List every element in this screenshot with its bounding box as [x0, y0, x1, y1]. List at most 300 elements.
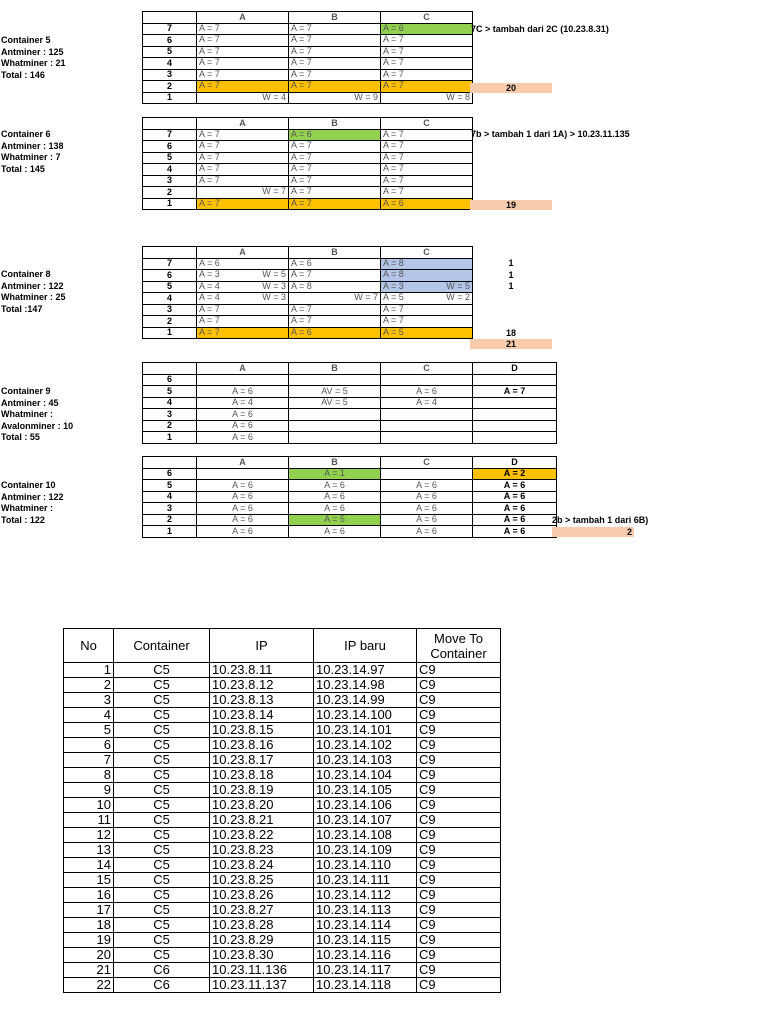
- row-ip-baru: 10.23.14.104: [314, 768, 417, 783]
- grid-row: [143, 503, 557, 515]
- grid-cell: [197, 23, 289, 35]
- grid-cell: A = 6: [197, 480, 289, 492]
- row-no: 7: [64, 753, 114, 768]
- antminer-count: A = 7: [383, 69, 404, 79]
- row-container: C5: [114, 828, 210, 843]
- antminer-count: A = 7: [383, 140, 404, 150]
- antminer-count: A = 5: [383, 327, 404, 337]
- grid-cell: A = 6: [381, 526, 473, 538]
- info-line: Antminer : 45: [1, 397, 59, 408]
- grid-cell: [289, 187, 381, 199]
- column-header: D: [473, 457, 557, 469]
- row-ip: 10.23.11.136: [210, 963, 314, 978]
- info-line: Antminer : 138: [1, 140, 64, 151]
- row-number: 6: [143, 270, 197, 282]
- container-10-note: 2b > tambah 1 dari 6B): [552, 515, 649, 525]
- row-ip-baru: 10.23.14.105: [314, 783, 417, 798]
- row-no: 4: [64, 708, 114, 723]
- antminer-count: A = 5: [383, 292, 404, 302]
- grid-row: [143, 514, 557, 526]
- antminer-count: A = 6: [383, 198, 404, 208]
- row-number: 6: [143, 35, 197, 47]
- antminer-count: A = 7: [199, 46, 220, 56]
- info-line: Whatminer :: [1, 409, 54, 419]
- row-move-to: C9: [417, 828, 501, 843]
- row-number: 1: [143, 432, 197, 444]
- row-move-to: C9: [417, 753, 501, 768]
- grid-cell: [381, 420, 473, 432]
- row-number: 7: [143, 129, 197, 141]
- antminer-count: A = 7: [291, 315, 312, 325]
- info-line: Whatminer :: [1, 503, 54, 513]
- header-ip: IP: [210, 629, 314, 663]
- grid-cell: [289, 46, 381, 58]
- row-container: C5: [114, 858, 210, 873]
- info-line: Whatminer : 21: [1, 58, 66, 68]
- grid-row: [143, 175, 473, 187]
- row-no: 11: [64, 813, 114, 828]
- antminer-count: A = 7: [199, 198, 220, 208]
- antminer-count: A = 7: [291, 269, 312, 279]
- antminer-count: A = 7: [291, 80, 312, 90]
- row-move-to: C9: [417, 948, 501, 963]
- row-move-to: C9: [417, 813, 501, 828]
- grid-cell: [197, 81, 289, 93]
- row-no: 18: [64, 918, 114, 933]
- grid-row: [143, 23, 473, 35]
- grid-cell: [381, 175, 473, 187]
- grid-cell: A = 6: [473, 491, 557, 503]
- grid-row: [143, 526, 557, 538]
- row-container: C5: [114, 903, 210, 918]
- antminer-count: A = 7: [383, 34, 404, 44]
- row-ip: 10.23.8.11: [210, 663, 314, 678]
- antminer-count: A = 7: [291, 140, 312, 150]
- row-number: 5: [143, 46, 197, 58]
- antminer-count: A = 7: [291, 186, 312, 196]
- row-no: 20: [64, 948, 114, 963]
- container-9-info: [1, 386, 73, 444]
- grid-cell: [381, 129, 473, 141]
- grid-row: [143, 420, 557, 432]
- antminer-count: A = 7: [383, 46, 404, 56]
- row-ip: 10.23.8.15: [210, 723, 314, 738]
- column-header: A: [197, 363, 289, 375]
- container-5-note: 7C > tambah dari 2C (10.23.8.31): [471, 24, 609, 34]
- grid-cell: [381, 152, 473, 164]
- row-move-to: C9: [417, 783, 501, 798]
- grid-cell: [197, 198, 289, 210]
- grid-cell: A = 7: [473, 386, 557, 398]
- info-line: Total : 55: [1, 432, 40, 442]
- grid-cell: [197, 175, 289, 187]
- row-ip-baru: 10.23.14.98: [314, 678, 417, 693]
- grid-cell: [381, 281, 473, 293]
- row-container: C5: [114, 783, 210, 798]
- grid-cell: [289, 69, 381, 81]
- row-number: 1: [143, 198, 197, 210]
- grid-cell: A = 6: [381, 514, 473, 526]
- grid-cell: [197, 468, 289, 480]
- grid-cell: [381, 92, 473, 104]
- grid-cell: [381, 374, 473, 386]
- antminer-count: A = 7: [199, 69, 220, 79]
- grid-cell: [289, 258, 381, 270]
- row-ip: 10.23.8.16: [210, 738, 314, 753]
- row-container: C5: [114, 888, 210, 903]
- row-ip-baru: 10.23.14.97: [314, 663, 417, 678]
- info-line: Antminer : 122: [1, 491, 64, 502]
- table-row: [64, 783, 501, 798]
- grid-row: [143, 129, 473, 141]
- row-container: C5: [114, 753, 210, 768]
- row-no: 21: [64, 963, 114, 978]
- grid-cell: [381, 58, 473, 70]
- grid-cell: A = 6: [381, 503, 473, 515]
- antminer-count: A = 7: [199, 140, 220, 150]
- row-number: 1: [143, 327, 197, 339]
- grid-row: [143, 81, 473, 93]
- row-ip: 10.23.8.17: [210, 753, 314, 768]
- grid-cell: A = 6: [289, 491, 381, 503]
- grid-cell: [381, 198, 473, 210]
- antminer-count: A = 3: [383, 281, 404, 291]
- antminer-count: A = 7: [199, 57, 220, 67]
- row-ip: 10.23.8.22: [210, 828, 314, 843]
- row-number: 1: [143, 526, 197, 538]
- grid-row: [143, 281, 473, 293]
- row-ip-baru: 10.23.14.101: [314, 723, 417, 738]
- container-6-info: [1, 129, 64, 175]
- grid-header-row: [143, 118, 473, 130]
- grid-cell: [289, 327, 381, 339]
- grid-row: [143, 327, 473, 339]
- grid-cell: [473, 374, 557, 386]
- row-ip: 10.23.8.20: [210, 798, 314, 813]
- grid-cell: A = 6: [197, 514, 289, 526]
- row-move-to: C9: [417, 903, 501, 918]
- table-row: [64, 888, 501, 903]
- column-header: C: [381, 363, 473, 375]
- row-move-to: C9: [417, 768, 501, 783]
- row-ip: 10.23.8.27: [210, 903, 314, 918]
- antminer-count: A = 7: [199, 152, 220, 162]
- row-no: 10: [64, 798, 114, 813]
- row-no: 13: [64, 843, 114, 858]
- grid-cell: A = 6: [381, 491, 473, 503]
- grid-cell: [289, 35, 381, 47]
- table-row: [64, 918, 501, 933]
- grid-cell: [381, 23, 473, 35]
- grid-cell: [381, 258, 473, 270]
- grid-cell: [197, 374, 289, 386]
- column-header: C: [381, 12, 473, 24]
- row-number: 5: [143, 480, 197, 492]
- table-row: [64, 723, 501, 738]
- grid-row: [143, 92, 473, 104]
- grid-cell: [289, 409, 381, 421]
- row-container: C5: [114, 933, 210, 948]
- grid-cell: [197, 327, 289, 339]
- grid-cell: A = 2: [473, 468, 557, 480]
- antminer-count: A = 7: [383, 186, 404, 196]
- header-no: No: [64, 629, 114, 663]
- row-ip: 10.23.8.26: [210, 888, 314, 903]
- row-no: 14: [64, 858, 114, 873]
- grid-cell: [289, 281, 381, 293]
- grid-row: [143, 198, 473, 210]
- row-container: C5: [114, 948, 210, 963]
- row-number-header: [143, 247, 197, 259]
- grid-cell: A = 5: [289, 514, 381, 526]
- grid-row: [143, 304, 473, 316]
- grid-cell: [197, 270, 289, 282]
- grid-cell: [289, 129, 381, 141]
- row-number-header: [143, 457, 197, 469]
- row-number: 6: [143, 374, 197, 386]
- row-number: 4: [143, 397, 197, 409]
- info-line: Whatminer : 7: [1, 152, 61, 162]
- container-8-side-number: 1: [508, 281, 514, 291]
- row-move-to: C9: [417, 963, 501, 978]
- grid-cell: A = 6: [473, 503, 557, 515]
- grid-cell: [289, 374, 381, 386]
- antminer-count: A = 6: [291, 129, 312, 139]
- grid-cell: [381, 69, 473, 81]
- container-10-total-value: 2: [626, 527, 632, 537]
- row-number: 4: [143, 58, 197, 70]
- info-line: Container 6: [1, 129, 51, 139]
- grid-cell: A = 6: [473, 480, 557, 492]
- row-number: 3: [143, 503, 197, 515]
- grid-cell: [289, 92, 381, 104]
- grid-row: [143, 293, 473, 305]
- row-ip-baru: 10.23.14.108: [314, 828, 417, 843]
- antminer-count: A = 7: [291, 57, 312, 67]
- row-ip: 10.23.8.29: [210, 933, 314, 948]
- antminer-count: A = 6: [291, 327, 312, 337]
- row-number: 7: [143, 258, 197, 270]
- whatminer-count: W = 3: [262, 281, 286, 291]
- grid-row: [143, 480, 557, 492]
- container-6-total: 19: [470, 200, 552, 210]
- row-move-to: C9: [417, 873, 501, 888]
- row-ip: 10.23.8.12: [210, 678, 314, 693]
- antminer-count: A = 7: [199, 327, 220, 337]
- grid-cell: [197, 92, 289, 104]
- grid-cell: [289, 152, 381, 164]
- antminer-count: A = 6: [199, 258, 220, 268]
- info-line: Total : 122: [1, 514, 45, 525]
- grid-cell: [197, 152, 289, 164]
- row-ip-baru: 10.23.14.111: [314, 873, 417, 888]
- row-container: C5: [114, 723, 210, 738]
- column-header: B: [289, 12, 381, 24]
- row-number: 5: [143, 281, 197, 293]
- row-ip-baru: 10.23.14.109: [314, 843, 417, 858]
- grid-row: [143, 46, 473, 58]
- column-header: A: [197, 12, 289, 24]
- grid-cell: A = 6: [197, 432, 289, 444]
- table-row: [64, 663, 501, 678]
- whatminer-count: W = 4: [262, 92, 286, 102]
- antminer-count: A = 7: [383, 129, 404, 139]
- row-number: 6: [143, 468, 197, 480]
- table-row: [64, 933, 501, 948]
- row-number: 2: [143, 316, 197, 328]
- row-container: C5: [114, 693, 210, 708]
- table-row: [64, 753, 501, 768]
- grid-cell: [381, 35, 473, 47]
- grid-row: [143, 468, 557, 480]
- row-move-to: C9: [417, 978, 501, 993]
- grid-row: [143, 258, 473, 270]
- grid-cell: [197, 129, 289, 141]
- antminer-count: A = 6: [291, 258, 312, 268]
- row-number-header: [143, 363, 197, 375]
- column-header: A: [197, 247, 289, 259]
- row-ip-baru: 10.23.14.112: [314, 888, 417, 903]
- grid-cell: [381, 304, 473, 316]
- grid-header-row: [143, 12, 473, 24]
- row-move-to: C9: [417, 933, 501, 948]
- grid-cell: [473, 420, 557, 432]
- info-line: Antminer : 122: [1, 280, 64, 291]
- grid-cell: A = 6: [289, 480, 381, 492]
- row-ip: 10.23.8.19: [210, 783, 314, 798]
- whatminer-count: W = 2: [446, 292, 470, 302]
- grid-cell: A = 6: [289, 503, 381, 515]
- grid-cell: [197, 164, 289, 176]
- antminer-count: A = 8: [383, 258, 404, 268]
- antminer-count: A = 7: [199, 163, 220, 173]
- antminer-count: A = 7: [291, 23, 312, 33]
- grid-cell: A = 6: [289, 526, 381, 538]
- info-line: Container 5: [1, 35, 51, 45]
- grid-header-row: [143, 247, 473, 259]
- info-line: Whatminer : 25: [1, 292, 66, 302]
- header-container: Container: [114, 629, 210, 663]
- grid-row: [143, 69, 473, 81]
- row-move-to: C9: [417, 723, 501, 738]
- row-ip: 10.23.8.21: [210, 813, 314, 828]
- ip-table-header-row: [64, 629, 501, 663]
- grid-cell: [289, 432, 381, 444]
- row-number-header: [143, 118, 197, 130]
- antminer-count: A = 7: [383, 57, 404, 67]
- antminer-count: A = 8: [383, 269, 404, 279]
- row-number: 3: [143, 69, 197, 81]
- row-ip-baru: 10.23.14.118: [314, 978, 417, 993]
- row-no: 1: [64, 663, 114, 678]
- row-move-to: C9: [417, 738, 501, 753]
- antminer-count: A = 7: [383, 152, 404, 162]
- row-move-to: C9: [417, 678, 501, 693]
- row-ip: 10.23.11.137: [210, 978, 314, 993]
- row-number: 3: [143, 175, 197, 187]
- row-ip: 10.23.8.23: [210, 843, 314, 858]
- grid-cell: AV = 5: [289, 386, 381, 398]
- grid-cell: [381, 293, 473, 305]
- ip-migration-table: [63, 628, 501, 993]
- grid-cell: [381, 409, 473, 421]
- row-ip: 10.23.8.30: [210, 948, 314, 963]
- grid-cell: [381, 270, 473, 282]
- table-row: [64, 858, 501, 873]
- antminer-count: A = 7: [291, 175, 312, 185]
- container-10-info: [1, 480, 64, 526]
- container-10-total: [552, 527, 634, 537]
- grid-row: [143, 35, 473, 47]
- container-9-grid: [142, 362, 557, 444]
- row-number: 4: [143, 491, 197, 503]
- antminer-count: A = 7: [291, 69, 312, 79]
- antminer-count: A = 7: [199, 175, 220, 185]
- table-row: [64, 843, 501, 858]
- row-number-header: [143, 12, 197, 24]
- antminer-count: A = 7: [383, 304, 404, 314]
- grid-cell: [289, 175, 381, 187]
- antminer-count: A = 7: [383, 163, 404, 173]
- antminer-count: A = 8: [291, 281, 312, 291]
- grid-cell: [197, 316, 289, 328]
- container-8-side-number: 1: [508, 258, 514, 268]
- container-8-total: 21: [470, 339, 552, 349]
- grid-cell: A = 6: [381, 480, 473, 492]
- row-no: 2: [64, 678, 114, 693]
- table-row: [64, 828, 501, 843]
- container-5-grid: [142, 11, 473, 104]
- table-row: [64, 963, 501, 978]
- grid-cell: [289, 304, 381, 316]
- grid-cell: [289, 23, 381, 35]
- row-number: 5: [143, 152, 197, 164]
- row-number: 1: [143, 92, 197, 104]
- row-ip: 10.23.8.28: [210, 918, 314, 933]
- grid-cell: A = 6: [381, 386, 473, 398]
- info-line: Total :147: [1, 303, 43, 314]
- header-move-to-container: Move To Container: [417, 629, 501, 663]
- row-ip-baru: 10.23.14.103: [314, 753, 417, 768]
- antminer-count: A = 4: [199, 292, 220, 302]
- grid-cell: [289, 293, 381, 305]
- grid-cell: [197, 281, 289, 293]
- row-container: C5: [114, 918, 210, 933]
- row-number: 4: [143, 164, 197, 176]
- ip-table-body: [64, 663, 501, 993]
- grid-cell: [197, 304, 289, 316]
- row-no: 8: [64, 768, 114, 783]
- row-number: 4: [143, 293, 197, 305]
- table-row: [64, 978, 501, 993]
- antminer-count: A = 7: [199, 315, 220, 325]
- row-move-to: C9: [417, 918, 501, 933]
- table-row: [64, 693, 501, 708]
- table-row: [64, 708, 501, 723]
- grid-cell: [197, 35, 289, 47]
- grid-row: [143, 316, 473, 328]
- row-container: C5: [114, 738, 210, 753]
- grid-cell: [381, 164, 473, 176]
- row-ip-baru: 10.23.14.115: [314, 933, 417, 948]
- row-ip-baru: 10.23.14.100: [314, 708, 417, 723]
- grid-cell: [381, 81, 473, 93]
- grid-cell: A = 6: [197, 420, 289, 432]
- row-ip: 10.23.8.13: [210, 693, 314, 708]
- grid-cell: [381, 187, 473, 199]
- table-row: [64, 678, 501, 693]
- grid-row: [143, 491, 557, 503]
